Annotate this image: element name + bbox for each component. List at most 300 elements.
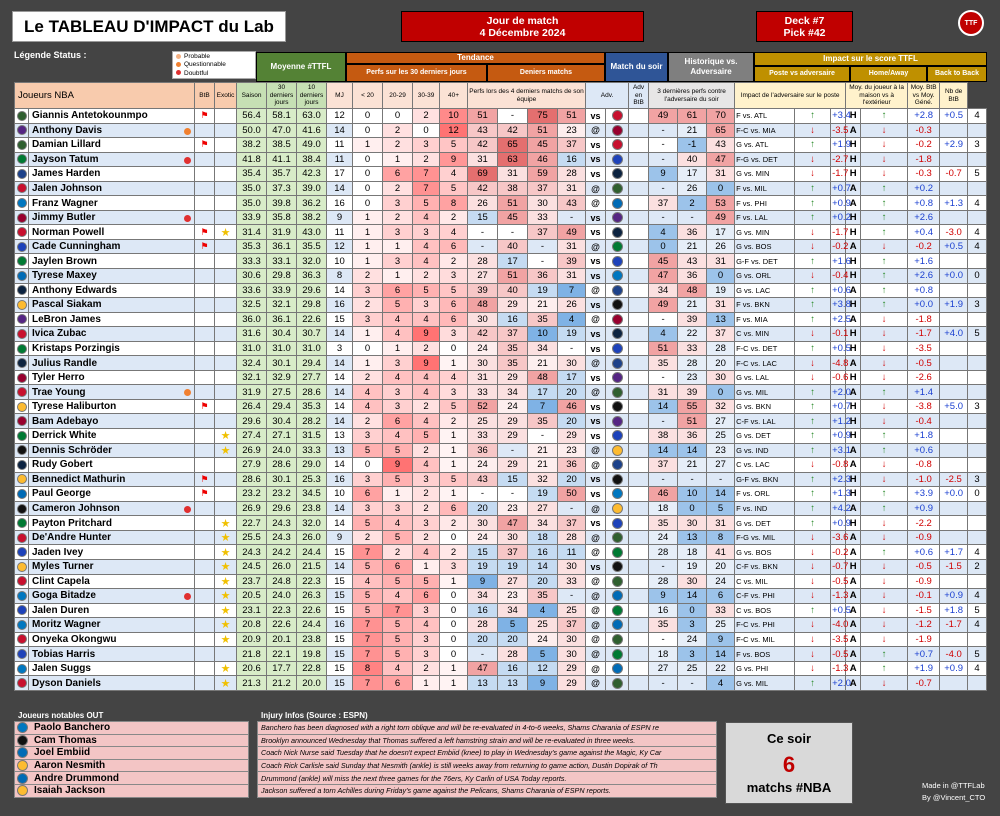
arrow-up-icon: ↑ bbox=[795, 283, 831, 298]
exotic-cell bbox=[215, 559, 237, 574]
table-row[interactable] bbox=[15, 225, 987, 240]
arrow-down-icon: ↓ bbox=[795, 574, 831, 589]
player-name: Giannis Antetokounmpo bbox=[29, 109, 195, 124]
table-row[interactable] bbox=[15, 632, 987, 647]
avg-30d: 36.1 bbox=[267, 239, 297, 254]
deck-box bbox=[756, 11, 853, 42]
history-score: 17 bbox=[707, 225, 735, 240]
opponent-logo-icon bbox=[612, 227, 623, 238]
history-score: 40 bbox=[678, 152, 707, 167]
home-away-code: A bbox=[846, 443, 861, 458]
history-score: 24 bbox=[707, 574, 735, 589]
table-row[interactable] bbox=[15, 138, 987, 153]
opponent-logo-cell bbox=[606, 559, 629, 574]
team-logo-icon bbox=[17, 722, 28, 733]
btb-count: 4 bbox=[968, 545, 987, 560]
opponent-logo-cell bbox=[606, 210, 629, 225]
btb-count: 0 bbox=[968, 269, 987, 284]
count-lt20: 5 bbox=[353, 589, 383, 604]
count-lt20: 0 bbox=[353, 123, 383, 138]
arrow-up-icon: ↑ bbox=[795, 443, 831, 458]
btb-avg-diff bbox=[940, 501, 968, 516]
btb-count: 4 bbox=[968, 239, 987, 254]
history-score: 2 bbox=[678, 196, 707, 211]
out-player-row bbox=[14, 759, 249, 773]
star-icon: ★ bbox=[220, 633, 231, 646]
out-player-name: Aaron Nesmith bbox=[34, 760, 106, 772]
table-row[interactable] bbox=[15, 545, 987, 560]
player-name: Pascal Siakam bbox=[29, 298, 195, 313]
opponent-logo-icon bbox=[612, 256, 623, 267]
last-game-score: 42 bbox=[498, 123, 528, 138]
history-score: 43 bbox=[678, 254, 707, 269]
avg-10d: 63.0 bbox=[297, 109, 327, 124]
exotic-cell bbox=[215, 181, 237, 196]
home-away: @ bbox=[586, 647, 606, 662]
count-2029: 0 bbox=[383, 109, 413, 124]
home-away-code: A bbox=[846, 239, 861, 254]
team-logo-icon bbox=[17, 242, 27, 252]
btb-count bbox=[968, 312, 987, 327]
table-row[interactable] bbox=[15, 487, 987, 502]
count-40: 2 bbox=[440, 545, 468, 560]
last-game-score: 4 bbox=[558, 312, 586, 327]
last-game-score: 35 bbox=[498, 356, 528, 371]
games-played: 14 bbox=[327, 559, 353, 574]
last-game-score: 33 bbox=[528, 210, 558, 225]
star-icon: ★ bbox=[220, 575, 231, 588]
arrow-up-icon: ↑ bbox=[861, 661, 908, 676]
out-player-row bbox=[14, 746, 249, 760]
opponent-btb-cell bbox=[629, 589, 649, 604]
count-3039: 7 bbox=[413, 181, 440, 196]
player-name: Jaylen Brown bbox=[29, 254, 195, 269]
avg-season: 26.4 bbox=[237, 399, 267, 414]
team-logo-icon bbox=[17, 140, 27, 150]
btb-avg-diff: -0.7 bbox=[940, 167, 968, 182]
col-mj: MJ bbox=[327, 83, 353, 109]
position-impact: -1.3 bbox=[832, 590, 849, 602]
history-score: 24 bbox=[649, 530, 678, 545]
avg-10d: 22.3 bbox=[297, 574, 327, 589]
count-3039: 4 bbox=[413, 545, 440, 560]
opponent-btb-cell bbox=[629, 254, 649, 269]
history-score: 3 bbox=[678, 647, 707, 662]
status-dot-icon bbox=[184, 215, 191, 222]
opponent-logo-icon bbox=[612, 459, 623, 470]
position-matchup: G vs. DET bbox=[735, 429, 795, 444]
home-away-code: H bbox=[846, 138, 861, 153]
player-name: Franz Wagner bbox=[29, 196, 195, 211]
avg-10d: 28.2 bbox=[297, 414, 327, 429]
opponent-logo-icon bbox=[612, 168, 623, 179]
last-game-score: 35 bbox=[498, 341, 528, 356]
table-row[interactable] bbox=[15, 647, 987, 662]
team-logo-icon bbox=[17, 735, 28, 746]
avg-season: 50.0 bbox=[237, 123, 267, 138]
table-row[interactable] bbox=[15, 327, 987, 342]
table-row[interactable] bbox=[15, 414, 987, 429]
home-away: @ bbox=[586, 181, 606, 196]
games-played: 9 bbox=[327, 210, 353, 225]
player-name: Dyson Daniels bbox=[29, 676, 195, 691]
home-away-code: A bbox=[846, 574, 861, 589]
last-game-score: 37 bbox=[528, 225, 558, 240]
home-away: @ bbox=[586, 530, 606, 545]
history-score: 18 bbox=[678, 545, 707, 560]
player-name: Ivica Zubac bbox=[29, 327, 195, 342]
btb-flag-cell bbox=[195, 196, 215, 211]
table-row[interactable] bbox=[15, 196, 987, 211]
opponent-btb-cell bbox=[629, 458, 649, 473]
count-3039: 4 bbox=[413, 312, 440, 327]
btb-avg-diff: -1.5 bbox=[940, 559, 968, 574]
count-3039: 4 bbox=[413, 385, 440, 400]
position-matchup: F vs. PHI bbox=[735, 196, 795, 211]
avg-season: 23.2 bbox=[237, 487, 267, 502]
opponent-btb-cell bbox=[629, 167, 649, 182]
last-game-score: 33 bbox=[468, 385, 498, 400]
count-lt20: 1 bbox=[353, 210, 383, 225]
made-in: Made in @TTFLab bbox=[922, 781, 985, 790]
avg-30d: 24.2 bbox=[267, 545, 297, 560]
arrow-down-icon: ↓ bbox=[861, 574, 908, 589]
table-row[interactable] bbox=[15, 458, 987, 473]
last-game-score: 28 bbox=[498, 647, 528, 662]
home-away-code: H bbox=[846, 559, 861, 574]
group-homeaway: Home/Away bbox=[850, 66, 927, 82]
position-impact: +0.5 bbox=[832, 343, 851, 355]
position-matchup: G vs. BOS bbox=[735, 239, 795, 254]
team-logo-icon bbox=[17, 518, 27, 528]
history-score: 49 bbox=[707, 210, 735, 225]
history-score: 28 bbox=[707, 341, 735, 356]
home-away-impact: -1.5 bbox=[908, 603, 940, 618]
history-score: 46 bbox=[649, 487, 678, 502]
injury-note: Coach Nick Nurse said Tuesday that he doesn't expect Embiid (knee) to play in Wednesday's game against the Magic, Ky Car bbox=[257, 746, 717, 760]
btb-count bbox=[968, 370, 987, 385]
btb-count bbox=[968, 414, 987, 429]
position-matchup: G vs. IND bbox=[735, 443, 795, 458]
avg-10d: 32.0 bbox=[297, 254, 327, 269]
count-40: 8 bbox=[440, 196, 468, 211]
last-game-score: 19 bbox=[498, 559, 528, 574]
btb-flag-cell bbox=[195, 109, 215, 124]
exotic-cell bbox=[215, 516, 237, 531]
games-played: 14 bbox=[327, 385, 353, 400]
home-away-impact: -0.5 bbox=[908, 559, 940, 574]
games-played: 13 bbox=[327, 443, 353, 458]
table-row[interactable] bbox=[15, 283, 987, 298]
last-game-score: 21 bbox=[528, 298, 558, 313]
btb-avg-diff: +1.9 bbox=[940, 298, 968, 313]
count-40: 2 bbox=[440, 254, 468, 269]
table-row[interactable] bbox=[15, 181, 987, 196]
table-row[interactable] bbox=[15, 167, 987, 182]
table-row[interactable] bbox=[15, 661, 987, 676]
player-name: Tyrese Maxey bbox=[29, 269, 195, 284]
star-icon: ★ bbox=[220, 444, 231, 457]
table-row[interactable] bbox=[15, 269, 987, 284]
count-2029: 5 bbox=[383, 647, 413, 662]
exotic-cell bbox=[215, 589, 237, 604]
team-logo-icon bbox=[17, 474, 27, 484]
last-game-score: 13 bbox=[468, 676, 498, 691]
home-away-impact: +0.4 bbox=[908, 225, 940, 240]
table-row[interactable] bbox=[15, 239, 987, 254]
table-row[interactable] bbox=[15, 356, 987, 371]
table-row[interactable] bbox=[15, 109, 987, 124]
team-logo-cell bbox=[15, 501, 29, 516]
legend-item bbox=[176, 53, 252, 61]
btb-flag-cell bbox=[195, 298, 215, 313]
count-3039: 2 bbox=[413, 530, 440, 545]
position-matchup: G vs. BOS bbox=[735, 545, 795, 560]
games-played: 15 bbox=[327, 632, 353, 647]
position-matchup: F vs. MIL bbox=[735, 181, 795, 196]
btb-flag-cell bbox=[195, 123, 215, 138]
avg-10d: 23.8 bbox=[297, 632, 327, 647]
home-away: @ bbox=[586, 618, 606, 633]
last-game-score: 34 bbox=[528, 341, 558, 356]
avg-30d: 22.1 bbox=[267, 647, 297, 662]
exotic-cell bbox=[215, 676, 237, 691]
arrow-down-icon: ↓ bbox=[861, 414, 908, 429]
table-row[interactable] bbox=[15, 516, 987, 531]
last-game-score: 31 bbox=[558, 181, 586, 196]
team-logo-icon bbox=[17, 373, 27, 383]
count-lt20: 5 bbox=[353, 559, 383, 574]
arrow-down-icon: ↓ bbox=[861, 618, 908, 633]
count-3039: 9 bbox=[413, 356, 440, 371]
last-game-score: 23 bbox=[498, 501, 528, 516]
count-2029: 5 bbox=[383, 632, 413, 647]
count-3039: 9 bbox=[413, 327, 440, 342]
last-game-score: 19 bbox=[528, 487, 558, 502]
team-logo-cell bbox=[15, 298, 29, 313]
home-away-impact: +1.8 bbox=[908, 429, 940, 444]
table-row[interactable] bbox=[15, 210, 987, 225]
position-impact: -0.2 bbox=[832, 241, 849, 253]
count-3039: 6 bbox=[413, 589, 440, 604]
last-game-score: 37 bbox=[558, 138, 586, 153]
opponent-logo-icon bbox=[612, 154, 623, 165]
team-logo-cell bbox=[15, 530, 29, 545]
match-day-label: Jour de match bbox=[486, 14, 559, 27]
table-row[interactable] bbox=[15, 399, 987, 414]
table-row[interactable] bbox=[15, 341, 987, 356]
count-lt20: 7 bbox=[353, 545, 383, 560]
last-game-score: 42 bbox=[468, 138, 498, 153]
avg-10d: 26.3 bbox=[297, 589, 327, 604]
table-row[interactable] bbox=[15, 443, 987, 458]
history-score: - bbox=[649, 632, 678, 647]
last-game-score: 51 bbox=[558, 109, 586, 124]
table-row[interactable] bbox=[15, 429, 987, 444]
out-player-name: Cam Thomas bbox=[34, 734, 97, 746]
table-row[interactable] bbox=[15, 559, 987, 574]
opponent-logo-icon bbox=[612, 299, 623, 310]
home-away-code: H bbox=[846, 152, 861, 167]
team-logo-cell bbox=[15, 123, 29, 138]
group-derniers: Deniers matchs bbox=[487, 64, 605, 82]
exotic-cell bbox=[215, 109, 237, 124]
team-logo-cell bbox=[15, 210, 29, 225]
opponent-logo-icon bbox=[612, 358, 623, 369]
home-away-impact: +2.6 bbox=[908, 210, 940, 225]
col-h3: 3 dernières perfs contre l'adversaire du soir bbox=[649, 83, 735, 109]
home-away: @ bbox=[586, 501, 606, 516]
history-score: 22 bbox=[707, 661, 735, 676]
count-2029: 3 bbox=[383, 196, 413, 211]
avg-30d: 31.9 bbox=[267, 225, 297, 240]
history-score: -1 bbox=[678, 138, 707, 153]
btb-count bbox=[968, 254, 987, 269]
legend-label: Probable bbox=[184, 53, 211, 60]
home-away-impact: -0.8 bbox=[908, 458, 940, 473]
count-2029: 2 bbox=[383, 210, 413, 225]
team-logo-cell bbox=[15, 429, 29, 444]
history-score: - bbox=[678, 210, 707, 225]
player-name: Jayson Tatum bbox=[29, 152, 195, 167]
history-score: 33 bbox=[678, 341, 707, 356]
last-game-score: 16 bbox=[498, 661, 528, 676]
btb-flag-cell bbox=[195, 167, 215, 182]
table-row[interactable] bbox=[15, 589, 987, 604]
games-played: 14 bbox=[327, 458, 353, 473]
table-row[interactable] bbox=[15, 298, 987, 313]
home-away: vs bbox=[586, 152, 606, 167]
last-game-score: 45 bbox=[498, 210, 528, 225]
player-name: Derrick White bbox=[29, 429, 195, 444]
last-game-score: 29 bbox=[498, 414, 528, 429]
out-player-row bbox=[14, 734, 249, 748]
btb-avg-diff: +1.7 bbox=[940, 545, 968, 560]
team-logo-cell bbox=[15, 341, 29, 356]
btb-avg-diff bbox=[940, 676, 968, 691]
opponent-logo-cell bbox=[606, 225, 629, 240]
opponent-logo-cell bbox=[606, 327, 629, 342]
arrow-up-icon: ↑ bbox=[861, 501, 908, 516]
avg-10d: 36.2 bbox=[297, 196, 327, 211]
opponent-logo-icon bbox=[612, 518, 623, 529]
history-score: 4 bbox=[649, 225, 678, 240]
home-away-impact: +2.8 bbox=[908, 109, 940, 124]
table-row[interactable] bbox=[15, 676, 987, 691]
avg-10d: 30.7 bbox=[297, 327, 327, 342]
last-game-score: 28 bbox=[468, 618, 498, 633]
games-played: 15 bbox=[327, 589, 353, 604]
team-logo-cell bbox=[15, 414, 29, 429]
btb-flag-cell bbox=[195, 530, 215, 545]
history-score: 22 bbox=[678, 327, 707, 342]
home-away: @ bbox=[586, 632, 606, 647]
team-logo-icon bbox=[17, 300, 27, 310]
last-game-score: - bbox=[558, 341, 586, 356]
team-logo-icon bbox=[17, 460, 27, 470]
btb-avg-diff: +0.9 bbox=[940, 661, 968, 676]
opponent-logo-cell bbox=[606, 196, 629, 211]
games-played: 15 bbox=[327, 312, 353, 327]
opponent-btb-cell bbox=[629, 429, 649, 444]
table-row[interactable] bbox=[15, 618, 987, 633]
avg-30d: 24.3 bbox=[267, 530, 297, 545]
arrow-down-icon: ↓ bbox=[861, 516, 908, 531]
arrow-down-icon: ↓ bbox=[795, 530, 831, 545]
history-score: - bbox=[707, 472, 735, 487]
games-played: 9 bbox=[327, 530, 353, 545]
player-name: Jalen Duren bbox=[29, 603, 195, 618]
table-row[interactable] bbox=[15, 123, 987, 138]
arrow-up-icon: ↑ bbox=[861, 545, 908, 560]
out-player-name: Paolo Banchero bbox=[34, 722, 111, 734]
table-row[interactable] bbox=[15, 385, 987, 400]
avg-season: 35.0 bbox=[237, 196, 267, 211]
position-impact: -3.6 bbox=[832, 532, 849, 544]
position-impact: -2.7 bbox=[832, 153, 849, 165]
team-logo-icon bbox=[17, 431, 27, 441]
position-matchup: G vs. ATL bbox=[735, 138, 795, 153]
count-lt20: 0 bbox=[353, 458, 383, 473]
btb-count bbox=[968, 429, 987, 444]
count-2029: 3 bbox=[383, 225, 413, 240]
avg-season: 31.6 bbox=[237, 327, 267, 342]
arrow-down-icon: ↓ bbox=[861, 138, 908, 153]
games-played: 15 bbox=[327, 661, 353, 676]
arrow-down-icon: ↓ bbox=[795, 661, 831, 676]
opponent-btb-cell bbox=[629, 370, 649, 385]
table-row[interactable] bbox=[15, 603, 987, 618]
last-game-score: 20 bbox=[558, 472, 586, 487]
last-game-score: 46 bbox=[528, 152, 558, 167]
table-row[interactable] bbox=[15, 312, 987, 327]
table-row[interactable] bbox=[15, 472, 987, 487]
position-matchup: F vs. BOS bbox=[735, 647, 795, 662]
position-impact: +0.2 bbox=[832, 212, 851, 224]
table-row[interactable] bbox=[15, 574, 987, 589]
last-game-score: 36 bbox=[468, 443, 498, 458]
arrow-down-icon: ↓ bbox=[795, 167, 831, 182]
btb-avg-diff: +1.3 bbox=[940, 196, 968, 211]
table-row[interactable] bbox=[15, 254, 987, 269]
opponent-logo-cell bbox=[606, 341, 629, 356]
btb-flag-cell bbox=[195, 254, 215, 269]
position-matchup: G vs. LAL bbox=[735, 370, 795, 385]
opponent-logo-icon bbox=[612, 241, 623, 252]
last-game-score: 7 bbox=[528, 399, 558, 414]
team-logo-cell bbox=[15, 676, 29, 691]
table-row[interactable] bbox=[15, 370, 987, 385]
last-game-score: 16 bbox=[528, 545, 558, 560]
count-3039: 3 bbox=[413, 138, 440, 153]
history-score: 27 bbox=[707, 458, 735, 473]
arrow-down-icon: ↓ bbox=[795, 269, 831, 284]
table-row[interactable] bbox=[15, 501, 987, 516]
table-row[interactable] bbox=[15, 152, 987, 167]
games-played: 13 bbox=[327, 429, 353, 444]
btb-avg-diff bbox=[940, 632, 968, 647]
count-3039: 2 bbox=[413, 399, 440, 414]
team-logo-cell bbox=[15, 239, 29, 254]
arrow-down-icon: ↓ bbox=[861, 603, 908, 618]
home-away-code: A bbox=[846, 312, 861, 327]
history-score: 5 bbox=[707, 501, 735, 516]
table-row[interactable] bbox=[15, 530, 987, 545]
arrow-up-icon: ↑ bbox=[795, 210, 831, 225]
history-score: 36 bbox=[678, 429, 707, 444]
arrow-down-icon: ↓ bbox=[795, 225, 831, 240]
history-score: 33 bbox=[707, 603, 735, 618]
